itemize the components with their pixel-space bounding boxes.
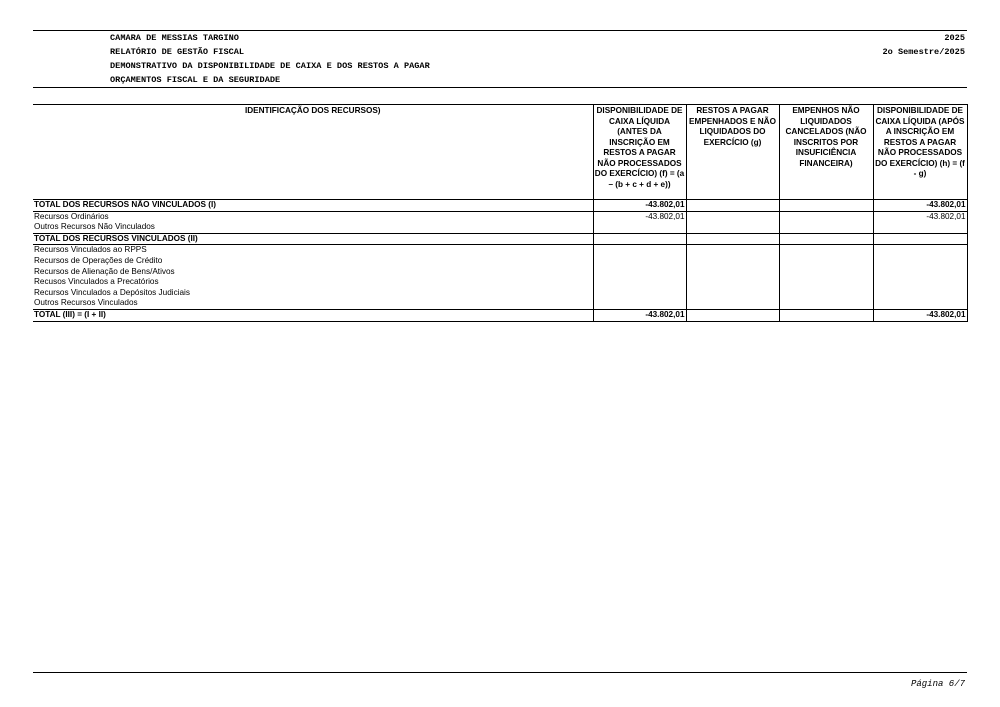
- report-period: 2o Semestre/2025: [882, 47, 965, 57]
- row-label: Recursos Ordinários: [34, 211, 109, 221]
- row-label: Outros Recursos Vinculados: [33, 298, 593, 309]
- cell-g: [686, 277, 779, 288]
- cell-h: [873, 267, 967, 278]
- cell-g: [686, 267, 779, 278]
- col-header-f: DISPONIBILIDADE DE CAIXA LÍQUIDA (ANTES DA INSCRIÇÃO EM RESTOS A PAGAR NÃO PROCESSADOS DO EXERCÍCIO) (f) = (a – (b + c + d + e)): [593, 105, 686, 200]
- cell-nl: [779, 211, 873, 222]
- col-header-h: DISPONIBILIDADE DE CAIXA LÍQUIDA (APÓS A INSCRIÇÃO EM RESTOS A PAGAR NÃO PROCESSADOS DO EXERCÍCIO) (h) = (f - g): [873, 105, 967, 200]
- col-header-g: RESTOS A PAGAR EMPENHADOS E NÃO LIQUIDADOS DO EXERCÍCIO (g): [686, 105, 779, 200]
- cell-f: [593, 288, 686, 299]
- cell-f: [593, 233, 686, 245]
- header-line-2: [110, 47, 965, 58]
- cell-nl: [779, 256, 873, 267]
- cell-h: -43.802,01: [873, 200, 967, 212]
- cell-nl: [779, 288, 873, 299]
- cell-g: [686, 211, 779, 222]
- row-label: TOTAL (III) = (I + II): [33, 309, 593, 321]
- table-row: [33, 211, 967, 222]
- table-row: [33, 245, 967, 256]
- cell-f: [593, 267, 686, 278]
- cell-g: [686, 233, 779, 245]
- cell-f: -43.802,01: [593, 211, 686, 222]
- table-row: [33, 288, 967, 299]
- cell-g: [686, 200, 779, 212]
- cell-h: [873, 298, 967, 309]
- table-row: [33, 256, 967, 267]
- cell-nl: [779, 233, 873, 245]
- report-title: RELATÓRIO DE GESTÃO FISCAL: [110, 47, 245, 57]
- col-header-nl: EMPENHOS NÃO LIQUIDADOS CANCELADOS (NÃO INSCRITOS POR INSUFICIÊNCIA FINANCEIRA): [779, 105, 873, 200]
- table-row: [33, 298, 967, 309]
- entity-name: CAMARA DE MESSIAS TARGINO: [110, 33, 239, 43]
- cell-h: [873, 256, 967, 267]
- header-top-rule: [33, 30, 967, 31]
- cell-h: [873, 245, 967, 256]
- header-line-4: [110, 75, 965, 86]
- cell-nl: [779, 298, 873, 309]
- cell-nl: [779, 222, 873, 233]
- cell-g: [686, 309, 779, 321]
- budget-title: ORÇAMENTOS FISCAL E DA SEGURIDADE: [110, 75, 281, 85]
- cell-h: [873, 277, 967, 288]
- cell-h: [873, 288, 967, 299]
- cell-nl: [779, 245, 873, 256]
- table-row: [33, 200, 967, 212]
- cell-f: -43.802,01: [593, 200, 686, 212]
- row-label: Recursos de Alienação de Bens/Ativos: [34, 266, 175, 276]
- footer-rule: [33, 672, 967, 673]
- table-row: [33, 277, 967, 288]
- row-label: Recusos Vinculados a Precatórios: [34, 277, 159, 287]
- row-label: Outros Recursos Não Vinculados: [34, 222, 155, 232]
- table-row: [33, 267, 967, 278]
- row-label: TOTAL DOS RECURSOS VINCULADOS (II): [33, 233, 593, 245]
- cell-nl: [779, 267, 873, 278]
- statement-title: DEMONSTRATIVO DA DISPONIBILIDADE DE CAIXA E DOS RESTOS A PAGAR: [110, 61, 430, 71]
- cash-availability-table: [33, 104, 968, 322]
- cell-h: [873, 222, 967, 233]
- cell-nl: [779, 277, 873, 288]
- cell-g: [686, 298, 779, 309]
- report-year: 2025: [944, 33, 965, 43]
- row-label: Recursos de Operações de Crédito: [34, 255, 163, 265]
- cell-f: [593, 245, 686, 256]
- row-label: TOTAL DOS RECURSOS NÃO VINCULADOS (I): [33, 200, 593, 212]
- cell-h: [873, 233, 967, 245]
- table-row: [33, 309, 967, 321]
- cell-h: -43.802,01: [873, 309, 967, 321]
- header-bottom-rule: [33, 87, 967, 88]
- header-line-1: [110, 33, 965, 44]
- cell-f: [593, 298, 686, 309]
- cell-f: [593, 222, 686, 233]
- page-number: Página 6/7: [910, 679, 965, 689]
- row-label: Recursos Vinculados ao RPPS: [34, 245, 147, 255]
- cell-f: [593, 256, 686, 267]
- cell-h: -43.802,01: [873, 211, 967, 222]
- table-row: [33, 233, 967, 245]
- cell-nl: [779, 200, 873, 212]
- cell-g: [686, 245, 779, 256]
- header-line-3: [110, 61, 965, 72]
- cell-g: [686, 222, 779, 233]
- cell-f: -43.802,01: [593, 309, 686, 321]
- col-header-ident: IDENTIFICAÇÃO DOS RECURSOS): [33, 105, 593, 200]
- row-label: Recursos Vinculados a Depósitos Judiciais: [34, 287, 190, 297]
- cell-nl: [779, 309, 873, 321]
- cell-g: [686, 288, 779, 299]
- table-row: [33, 222, 967, 233]
- cell-g: [686, 256, 779, 267]
- cell-f: [593, 277, 686, 288]
